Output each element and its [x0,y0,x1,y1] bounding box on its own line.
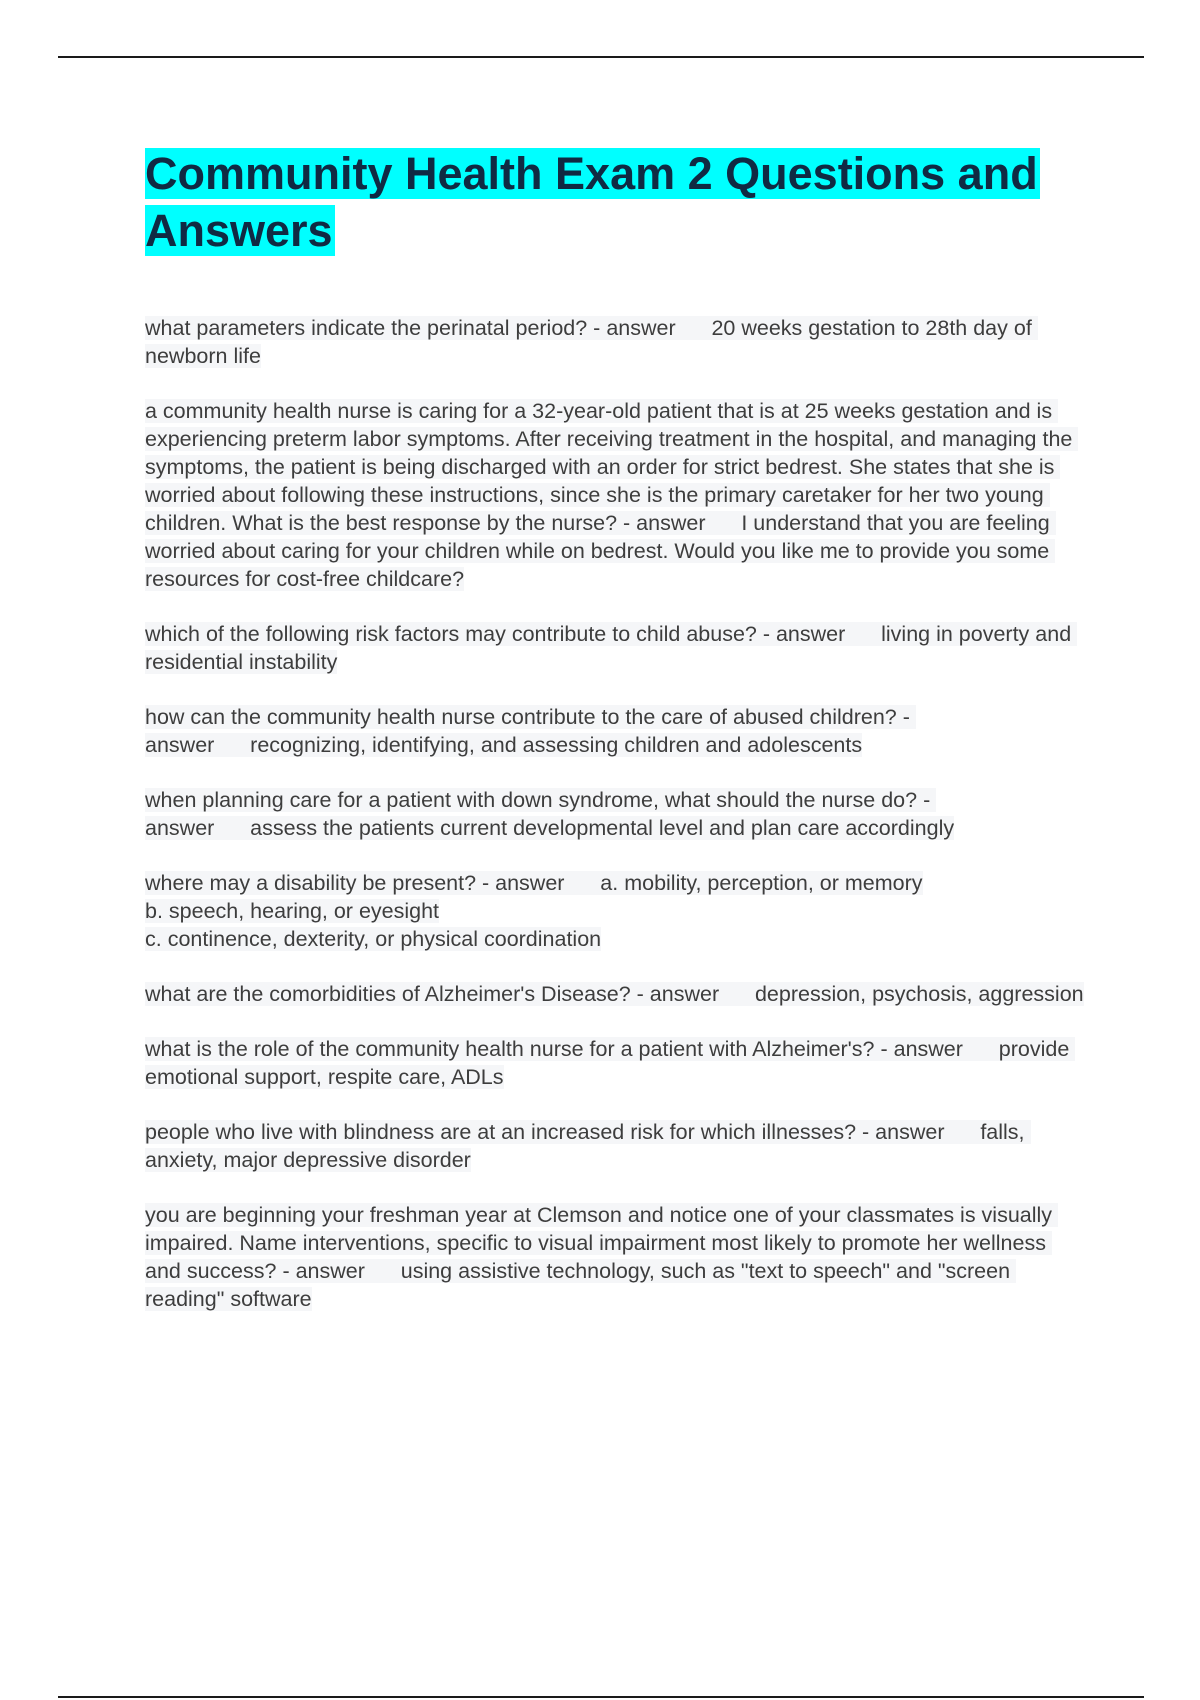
question-text: what are the comorbidities of Alzheimer's Disease? - answer [145,982,720,1006]
answer-text: I understand that you are feeling worried about caring for your children while on bedrest. Would you like me to provide you some resources for cost-free childcare? [145,511,1056,591]
qa-item [145,869,1085,953]
answer-text: recognizing, identifying, and assessing children and adolescents [250,733,863,757]
qa-item [145,397,1085,593]
top-rule [58,56,1144,58]
qa-item [145,620,1085,676]
qa-item [145,980,1085,1008]
question-text: people who live with blindness are at an increased risk for which illnesses? - answer [145,1120,945,1144]
answer-text: provide emotional support, respite care, ADLs [145,1037,1076,1089]
title-highlight: Community Health Exam 2 Questions and Answers [145,148,1038,256]
answer-text: falls, anxiety, major depressive disorder [145,1120,1031,1172]
qa-item [145,1035,1085,1091]
answer-text: a. mobility, perception, or memory b. speech, hearing, or eyesight c. continence, dexterity, or physical coordination [145,871,923,951]
answer-text: living in poverty and residential instability [145,622,1078,674]
bottom-rule [58,1696,1144,1698]
qa-item [145,314,1085,370]
answer-text: using assistive technology, such as "text to speech" and "screen reading" software [145,1259,1017,1311]
document-title [145,145,1085,259]
qa-item [145,703,1085,759]
answer-text: assess the patients current developmental level and plan care accordingly [250,816,955,840]
question-text: how can the community health nurse contribute to the care of abused children? - answer [145,705,916,757]
qa-item [145,786,1085,842]
answer-text: 20 weeks gestation to 28th day of newborn life [145,316,1038,368]
question-text: which of the following risk factors may contribute to child abuse? - answer [145,622,846,646]
answer-text: depression, psychosis, aggression [754,982,1084,1006]
question-text: what parameters indicate the perinatal period? - answer [145,316,676,340]
qa-item [145,1201,1085,1313]
question-text: what is the role of the community health nurse for a patient with Alzheimer's? - answer [145,1037,963,1061]
question-text: where may a disability be present? - answer [145,871,565,895]
question-text: a community health nurse is caring for a 32-year-old patient that is at 25 weeks gestation and is experiencing preterm labor symptoms. After receiving treatment in the hospital, and managing the symptoms, the patient is being discharged with an order for strict bedrest. She states that she is worried about following these instructions, since she is the primary caretaker for her two young children. What is the best response by the nurse? - answer [145,399,1079,535]
qa-list [145,314,1085,1313]
qa-item [145,1118,1085,1174]
question-text: when planning care for a patient with down syndrome, what should the nurse do? - answer [145,788,937,840]
document-page [145,145,1085,1340]
question-text: you are beginning your freshman year at Clemson and notice one of your classmates is visually impaired. Name interventions, specific to visual impairment most likely to promote her wellness and success? - answer [145,1203,1059,1283]
